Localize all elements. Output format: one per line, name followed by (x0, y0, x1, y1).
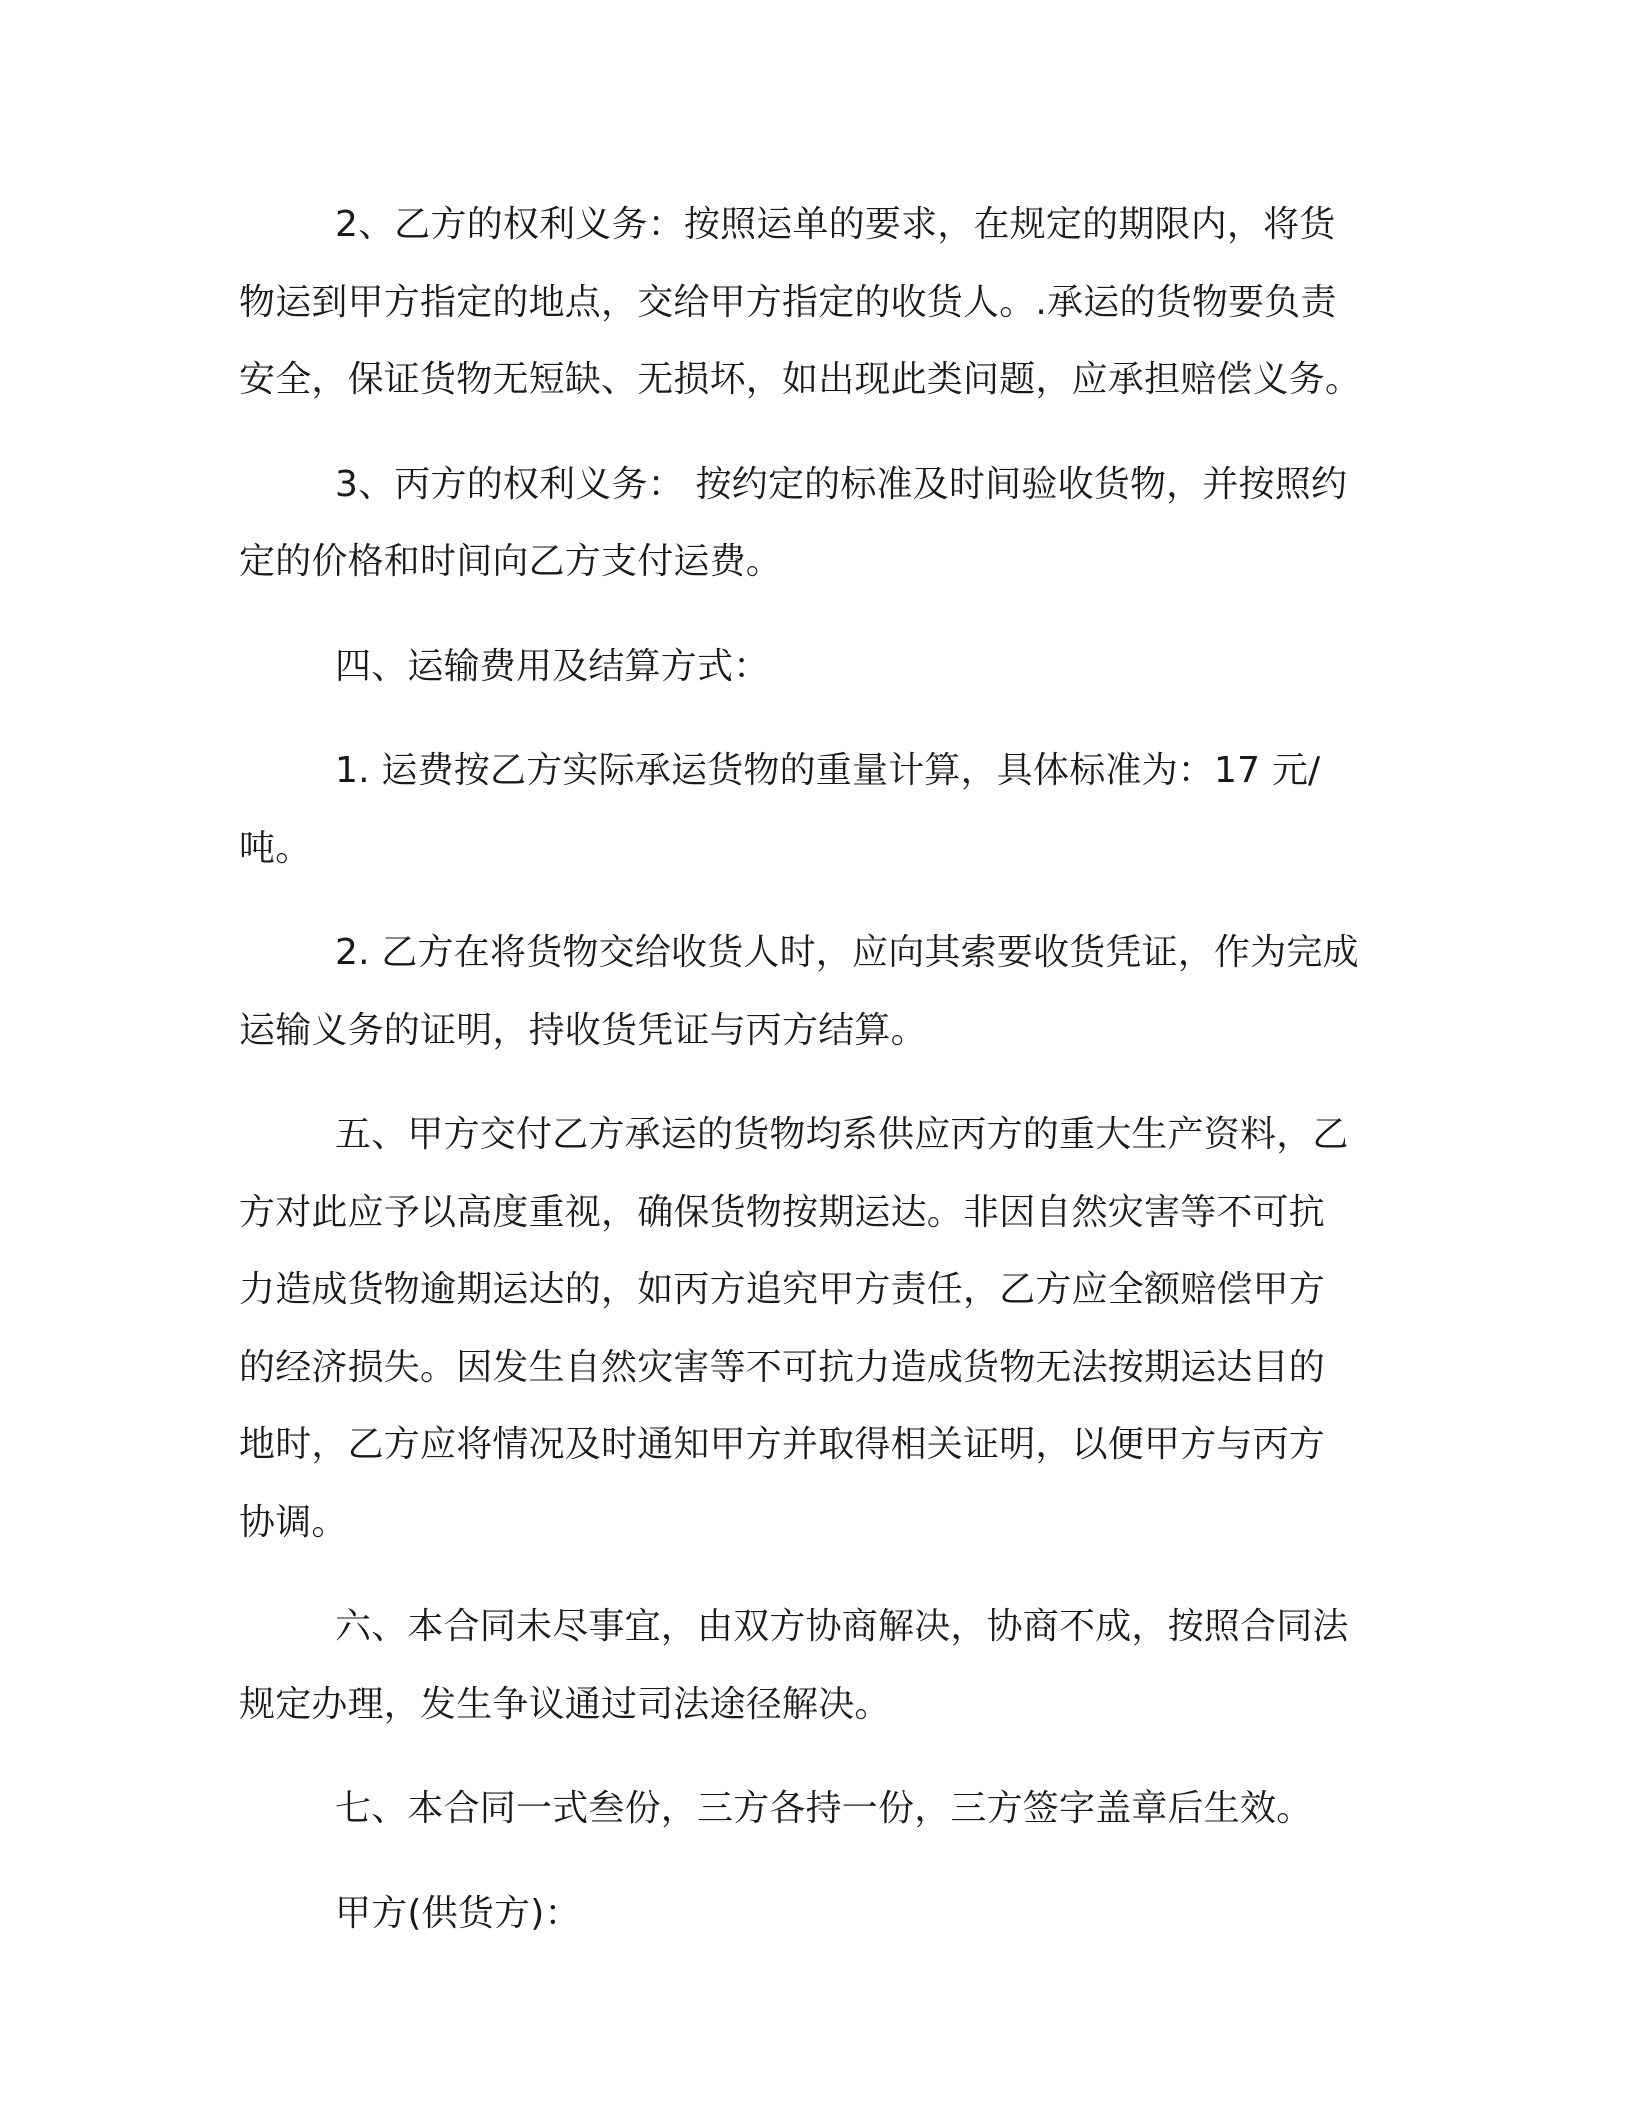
clause-4-2-paragraph (239, 914, 1389, 1069)
clause-4-1-paragraph (239, 732, 1389, 887)
text-line: 六、本合同未尽事宜，由双方协商解决，协商不成，按照合同法 (335, 1606, 1349, 1647)
clause-3-3-paragraph (239, 446, 1389, 601)
section-6-paragraph (239, 1588, 1389, 1743)
text-line: 的经济损失。因发生自然灾害等不可抗力造成货物无法按期运达目的 (239, 1346, 1326, 1388)
text-line: 2. 乙方在将货物交给收货人时，应向其索要收货凭证，作为完成 (335, 932, 1359, 973)
text-line: 3、丙方的权利义务： 按约定的标准及时间验收货物，并按照约 (335, 463, 1348, 505)
text-line: 七、本合同一式叁份，三方各持一份，三方签字盖章后生效。 (335, 1788, 1313, 1829)
text-line: 甲方(供货方)： (335, 1892, 581, 1934)
signature-party-a-label (239, 1875, 1389, 1953)
text-line: 协调。 (239, 1501, 348, 1543)
text-line: 物运到甲方指定的地点，交给甲方指定的收货人。.承运的货物要负责 (239, 281, 1337, 323)
text-line: 四、运输费用及结算方式： (335, 645, 770, 687)
clause-3-2-paragraph (239, 186, 1389, 419)
text-line: 地时，乙方应将情况及时通知甲方并取得相关证明，以便甲方与丙方 (239, 1424, 1326, 1465)
section-5-paragraph (239, 1096, 1389, 1561)
text-line: 安全，保证货物无短缺、无损坏，如出现此类问题，应承担赔偿义务。 (239, 359, 1362, 400)
text-line: 方对此应予以高度重视，确保货物按期运达。非因自然灾害等不可抗 (239, 1191, 1326, 1233)
document-body (239, 186, 1389, 1952)
text-line: 1. 运费按乙方实际承运货物的重量计算，具体标准为：17 元/吨。 (239, 750, 1321, 869)
text-line: 定的价格和时间向乙方支付运费。 (239, 541, 783, 582)
text-line: 力造成货物逾期运达的，如丙方追究甲方责任，乙方应全额赔偿甲方 (239, 1269, 1326, 1310)
section-7-paragraph (239, 1770, 1389, 1848)
text-line: 五、甲方交付乙方承运的货物均系供应丙方的重大生产资料，乙 (335, 1114, 1349, 1155)
text-line: 运输义务的证明，持收货凭证与丙方结算。 (239, 1009, 927, 1051)
text-line: 规定办理，发生争议通过司法途径解决。 (239, 1683, 891, 1725)
text-line: 2、乙方的权利义务：按照运单的要求，在规定的期限内，将货 (335, 204, 1336, 245)
section-4-heading (239, 628, 1389, 706)
